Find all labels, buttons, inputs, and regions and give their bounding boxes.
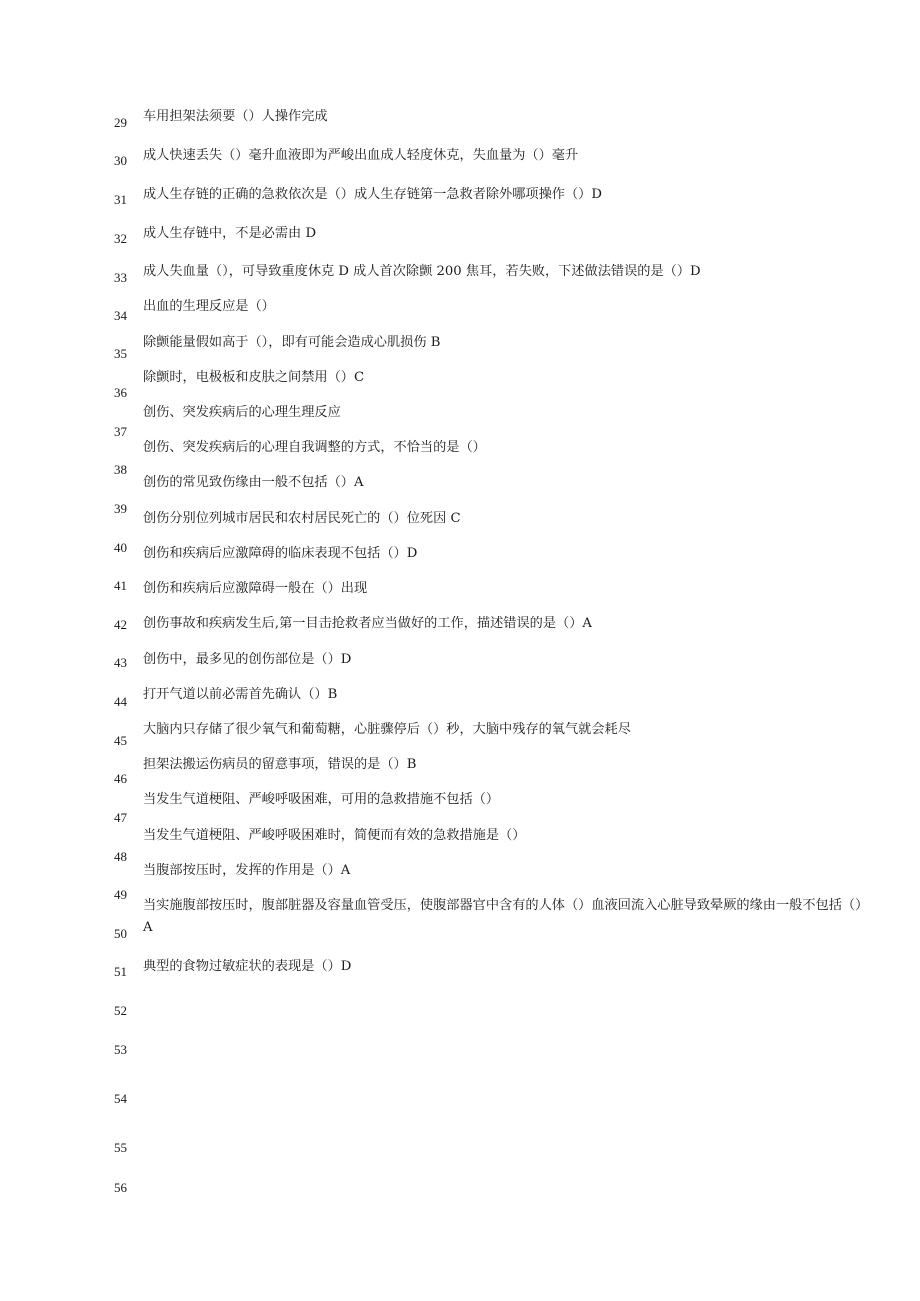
question-number: 29 bbox=[114, 115, 127, 130]
question-text: 车用担架法须要（）人操作完成 bbox=[143, 109, 328, 124]
question-text: 担架法搬运伤病员的留意事项，错误的是（）B bbox=[143, 757, 417, 772]
question-number: 37 bbox=[114, 424, 127, 439]
question-number: 38 bbox=[114, 462, 127, 477]
question-text: 出血的生理反应是（） bbox=[143, 299, 275, 314]
question-number: 46 bbox=[114, 771, 127, 786]
question-number: 33 bbox=[114, 270, 127, 285]
question-text: 创伤、突发疾病后的心理生理反应 bbox=[143, 405, 341, 420]
question-number: 54 bbox=[114, 1091, 127, 1106]
question-text: 创伤中，最多见的创伤部位是（）D bbox=[143, 652, 352, 667]
question-number: 40 bbox=[114, 540, 127, 555]
question-text: 当实施腹部按压时，腹部脏器及容量血管受压，使腹部器官中含有的人体（）血液回流入心脏导致晕厥的缘由一般不包括（）A bbox=[143, 898, 862, 935]
question-number: 32 bbox=[114, 231, 127, 246]
question-text: 创伤分别位列城市居民和农村居民死亡的（）位死因 C bbox=[143, 511, 461, 526]
question-text: 当发生气道梗阻、严峻呼吸困难时，简便而有效的急救措施是（） bbox=[143, 828, 526, 843]
question-text: 典型的食物过敏症状的表现是（）D bbox=[143, 959, 352, 974]
question-number: 35 bbox=[114, 346, 127, 361]
question-number: 47 bbox=[114, 810, 127, 825]
question-number: 31 bbox=[114, 192, 127, 207]
question-text: 创伤的常见致伤缘由一般不包括（）A bbox=[143, 475, 364, 490]
question-number: 48 bbox=[114, 849, 127, 864]
question-number: 56 bbox=[114, 1180, 127, 1195]
question-text: 创伤、突发疾病后的心理自我调整的方式，不恰当的是（） bbox=[143, 440, 486, 455]
question-text: 除颤能量假如高于（），即有可能会造成心肌损伤 B bbox=[143, 335, 441, 350]
question-text: 除颤时，电极板和皮肤之间禁用（）C bbox=[143, 370, 365, 385]
question-number: 36 bbox=[114, 385, 127, 400]
question-text: 成人生存链的正确的急救依次是（）成人生存链第一急救者除外哪项操作（）D bbox=[143, 187, 602, 202]
question-number: 45 bbox=[114, 733, 127, 748]
question-number: 41 bbox=[114, 578, 127, 593]
question-number: 51 bbox=[114, 964, 127, 979]
question-number: 53 bbox=[114, 1042, 127, 1057]
question-text: 创伤和疾病后应激障碍的临床表现不包括（）D bbox=[143, 546, 418, 561]
question-text: 成人快速丢失（）毫升血液即为严峻出血成人轻度休克，失血量为（）毫升 bbox=[143, 148, 579, 163]
question-text: 大脑内只存储了很少氧气和葡萄糖，心脏骤停后（）秒，大脑中残存的氧气就会耗尽 bbox=[143, 722, 631, 737]
question-text: 成人生存链中，不是必需由 D bbox=[143, 226, 317, 241]
question-text: 成人失血量（），可导致重度休克 D 成人首次除颤 200 焦耳，若失败，下述做法错误的是（）D bbox=[143, 264, 701, 279]
question-number: 43 bbox=[114, 655, 127, 670]
question-number: 34 bbox=[114, 308, 127, 323]
question-number: 49 bbox=[114, 887, 127, 902]
question-text: 当腹部按压时，发挥的作用是（）A bbox=[143, 863, 351, 878]
question-number: 55 bbox=[114, 1140, 127, 1155]
question-text: 打开气道以前必需首先确认（）B bbox=[143, 687, 338, 702]
question-number: 44 bbox=[114, 694, 127, 709]
question-text: 当发生气道梗阻、严峻呼吸困难，可用的急救措施不包括（） bbox=[143, 792, 500, 807]
question-text: 创伤和疾病后应激障碍一般在（）出现 bbox=[143, 581, 368, 596]
question-number: 42 bbox=[114, 617, 127, 632]
question-number: 52 bbox=[114, 1003, 127, 1018]
question-text: 创伤事故和疾病发生后,第一目击抢救者应当做好的工作，描述错误的是（）A bbox=[143, 616, 592, 631]
question-number: 30 bbox=[114, 153, 127, 168]
question-number: 39 bbox=[114, 501, 127, 516]
question-number: 50 bbox=[114, 926, 127, 941]
